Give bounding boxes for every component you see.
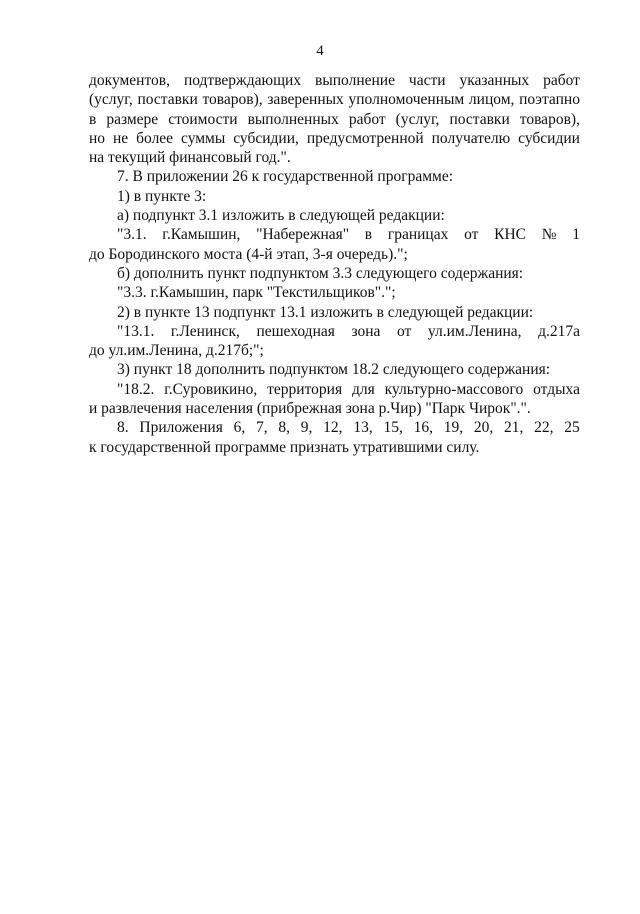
word: для: [351, 380, 375, 398]
subitem-2: 2) в пункте 13 подпункт 13.1 изложить в следующей редакции:: [117, 303, 534, 321]
text-line: до ул.им.Ленина, д.217б;";: [89, 342, 264, 360]
word: 8.: [117, 419, 129, 437]
word: 22,: [534, 419, 554, 437]
word: заверенных: [267, 91, 344, 109]
text-line: [89, 322, 580, 341]
word: 15,: [383, 419, 403, 437]
word: товаров),: [519, 110, 580, 128]
word: 16,: [413, 419, 433, 437]
subitem-3: 3) пункт 18 дополнить подпунктом 18.2 следующего содержания:: [117, 361, 551, 379]
word: более: [136, 129, 174, 147]
word: поэтапно: [519, 91, 580, 109]
word: получателю: [431, 129, 511, 147]
text-line: к государственной программе признать утратившими силу.: [89, 438, 480, 456]
text-line: на текущий финансовый год.".: [89, 149, 291, 167]
word: территория: [267, 380, 343, 398]
word: 25: [564, 419, 580, 437]
word: Приложения: [139, 419, 223, 437]
word: субсидии: [518, 129, 580, 147]
word: "3.1.: [117, 226, 147, 244]
subitem-a: а) подпункт 3.1 изложить в следующей редакции:: [117, 207, 445, 225]
word: документов,: [89, 72, 170, 89]
subitem-1: 1) в пункте 3:: [117, 187, 207, 205]
subitem-b: б) дополнить пункт подпунктом 3.3 следующего содержания:: [117, 264, 524, 282]
word: г.Ленинск,: [170, 322, 240, 340]
word: ул.им.Ленина,: [427, 322, 522, 340]
word: 8,: [278, 419, 291, 437]
text-line: [89, 71, 580, 90]
word: субсидии,: [233, 129, 299, 147]
word: пешеходная: [256, 322, 335, 340]
word: работ: [348, 110, 386, 128]
word: не: [113, 129, 129, 147]
word: КНС: [494, 226, 526, 244]
word: от: [464, 226, 479, 244]
word: части: [408, 72, 446, 89]
word: от: [397, 322, 412, 340]
text-line: и развлечения населения (прибрежная зона р.Чир) "Парк Чирок".".: [89, 400, 531, 418]
word: указанных: [459, 72, 530, 89]
word: г.Суровикино,: [164, 380, 258, 398]
text-line: до Бородинского моста (4-й этап, 3-я очередь).";: [89, 245, 408, 263]
word: "18.2.: [117, 380, 155, 398]
word: уполномоченным: [348, 91, 465, 109]
page-number: 4: [316, 43, 324, 59]
word: лицом,: [468, 91, 515, 109]
word: выполнение: [315, 72, 395, 89]
word: "Набережная": [256, 226, 350, 244]
text-line: [89, 380, 580, 399]
word: в: [364, 226, 373, 244]
word: предусмотренной: [306, 129, 424, 147]
word: суммы: [181, 129, 226, 147]
paragraph-item-7: 7. В приложении 26 к государственной программе:: [117, 168, 454, 186]
word: в: [89, 110, 97, 128]
word: "13.1.: [117, 322, 155, 340]
word: 19,: [443, 419, 464, 437]
document-body: [89, 71, 580, 457]
word: работ: [543, 72, 580, 89]
word: товаров),: [202, 91, 263, 109]
word: (услуг,: [395, 110, 440, 128]
word: но: [89, 129, 106, 147]
word: 13,: [353, 419, 373, 437]
word: 6,: [233, 419, 246, 437]
word: подтверждающих: [183, 72, 302, 89]
word: отдыха: [533, 380, 580, 398]
text-line: "3.3. г.Камышин, парк "Текстильщиков".";: [117, 284, 396, 302]
word: 20,: [473, 419, 494, 437]
word: культурно-массового: [384, 380, 524, 398]
text-line: [89, 225, 580, 244]
word: 7,: [256, 419, 268, 437]
word: выполненных: [247, 110, 339, 128]
text-line: [89, 110, 580, 129]
word: границах: [387, 226, 449, 244]
text-line: [89, 129, 580, 148]
word: поставки: [449, 110, 510, 128]
word: №: [541, 226, 557, 244]
paragraph-item-8: [89, 418, 580, 437]
word: поставки: [137, 91, 198, 109]
word: (услуг,: [89, 91, 133, 109]
word: 21,: [504, 419, 524, 437]
word: размере: [106, 110, 159, 128]
word: 12,: [323, 419, 343, 437]
word: 1: [572, 226, 580, 244]
word: г.Камышин,: [162, 226, 241, 244]
word: д.217а: [538, 322, 580, 340]
word: зона: [351, 322, 381, 340]
text-line: [89, 90, 580, 109]
word: 9,: [300, 419, 313, 437]
word: стоимости: [168, 110, 238, 128]
